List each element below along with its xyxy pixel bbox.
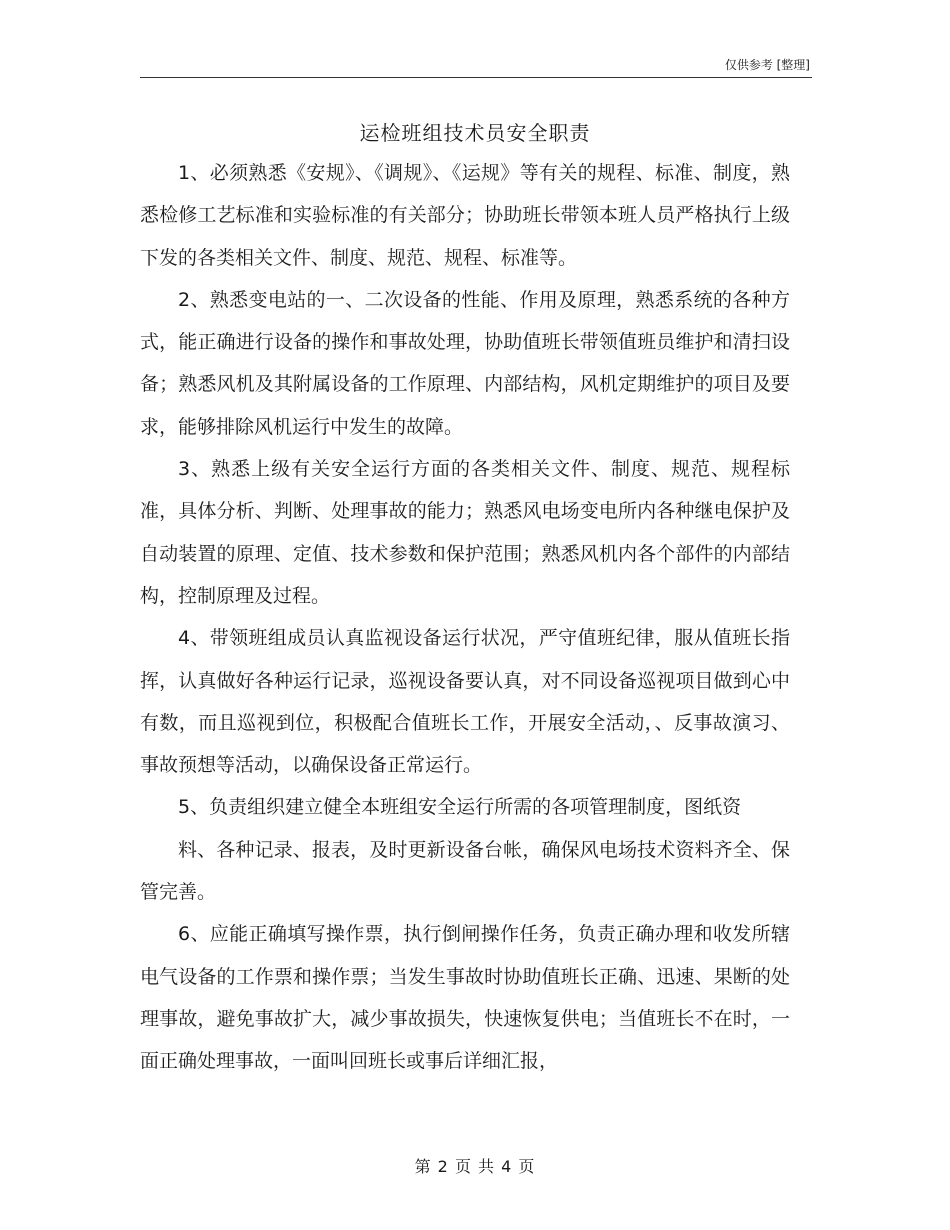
paragraph-5-continued: 料、各种记录、报表，及时更新设备台帐，确保风电场技术资料齐全、保管完善。 xyxy=(140,838,790,904)
paragraph-3: 3、熟悉上级有关安全运行方面的各类相关文件、制度、规范、规程标准，具体分析、判断、处理事故的能力；熟悉风电场变电所内各种继电保护及自动装置的原理、定值、技术参数和保护范围；熟悉风机内各个部件的内部结构，控制原理及过程。 xyxy=(140,458,790,607)
header-divider xyxy=(140,77,812,78)
paragraph-6: 6、应能正确填写操作票，执行倒闸操作任务，负责正确办理和收发所辖电气设备的工作票和操作票；当发生事故时协助值班长正确、迅速、果断的处理事故，避免事故扩大，减少事故损失，快速恢复供电；当值班长不在时，一面正确处理事故，一面叫回班长或事后详细汇报， xyxy=(140,923,790,1073)
paragraph-4: 4、带领班组成员认真监视设备运行状况，严守值班纪律，服从值班长指挥，认真做好各种运行记录，巡视设备要认真，对不同设备巡视项目做到心中有数，而且巡视到位，积极配合值班长工作，开展安全活动，、反事故演习、事故预想等活动，以确保设备正常运行。 xyxy=(140,627,790,777)
document-body xyxy=(140,152,790,1083)
page-number: 第 2 页 共 4 页 xyxy=(414,1157,536,1176)
paragraph-5: 5、负责组织建立健全本班组安全运行所需的各项管理制度，图纸资 xyxy=(178,796,742,819)
paragraph-2: 2、熟悉变电站的一、二次设备的性能、作用及原理，熟悉系统的各种方式，能正确进行设备的操作和事故处理，协助值班长带领值班员维护和清扫设备；熟悉风机及其附属设备的工作原理、内部结构，风机定期维护的项目及要求，能够排除风机运行中发生的故障。 xyxy=(140,288,790,438)
paragraph-1: 1、必须熟悉《安规》、《调规》、《运规》等有关的规程、标准、制度，熟悉检修工艺标准和实验标准的有关部分；协助班长带领本班人员严格执行上级下发的各类相关文件、制度、规范、规程、标准等。 xyxy=(140,162,790,269)
header-note: 仅供参考 [整理] xyxy=(724,58,810,72)
document-title: 运检班组技术员安全职责 xyxy=(359,121,591,145)
